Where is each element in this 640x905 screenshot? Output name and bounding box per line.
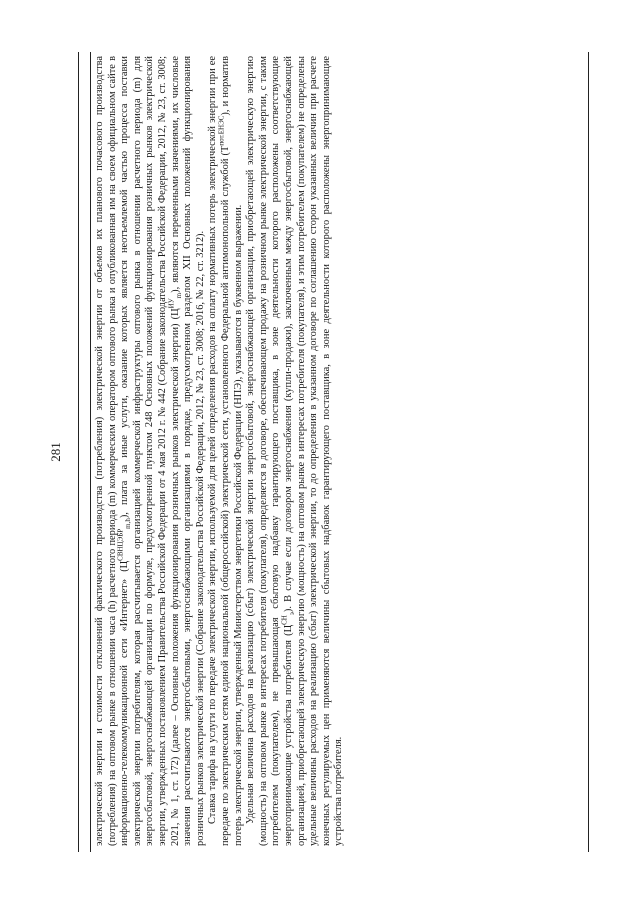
table-bottom-border — [588, 52, 589, 852]
table-column-divider — [90, 52, 91, 852]
rotated-landscape-content — [40, 52, 600, 852]
table-text-cell — [92, 52, 582, 852]
table-top-border — [78, 52, 79, 852]
paragraph-1: электрической энергии и стоимости отклонений фактического производства (потребления) электрической энергии от объемов их планового почасового производства (потребления) на оптовом рынке в отношении часа (h) расчетного периода (m) коммерческим оператором оптового рынка и опубликованная им на своем официальном сайте в информационно-телекоммуникационной сети «Интернет» $(Ц^{СВНЦЭБР}_{m,h})$, плата за иные услуги, оказание которых является неотъемлемой частью процесса поставки электрической энергии потребителям, которая рассчитывается организацией коммерческой инфраструктуры оптового рынка в отношении расчетного периода (m) для энергосбытовой, энергоснабжающей организации по формуле, предусмотренной пунктом 248 Основных положений функционирования розничных рынков электрической энергии, утвержденных постановлением Правительства Российской Федерации от 4 мая 2012 г. № 442 (Собрание законодательства Российской Федерации, 2012, № 23, ст. 3008; 2021, № 1, ст. 172) (далее – Основные положения функционирования розничных рынков электрической энергии) $(Ц^{ИУ}_m)$, являются переменными значениями, их числовые значения рассчитываются энергосбытовыми, энергоснабжающими организациями в порядке, предусмотренном разделом XII Основных положений функционирования розничных рынков электрической энергии (Собрание законодательства Российской Федерации, 2012, № 23, ст. 3008; 2016, № 22, ст. 3212). — [94, 56, 206, 846]
paragraph-3: Удельная величина расходов на реализацию (сбыт) электрической энергии энергосбытовой, энергоснабжающей организации, приобретающей электрическую энергию (мощность) на оптовом рынке в интересах потребителя (покупателя), определяется в договоре, обеспечивающем продажу на розничном рынке электрической энергии, с таким потребителем (покупателем), не превышающая сбытовую надбавку гарантирующего поставщика, в зоне деятельности которого расположены соответствующие энергопринимающие устройства потребителя $(Ц^{СН}_э)$. В случае если договором энергоснабжения (купли-продажи), заключенным между энергосбытовой, энергоснабжающей организацией, приобретающей электрическую энергию (мощность) на оптовом рынке в интересах потребителя (покупателя), и этим потребителем (покупателем) не определены удельные величины расходов на реализацию (сбыт) электрической энергии, то до определения в указанном договоре по соглашению сторон указанных величин при расчете конечных регулируемых цен применяются величины сбытовых надбавок гарантирующего поставщика, в зоне деятельности которого расположены энергопринимающие устройства потребителя. — [245, 56, 345, 846]
paragraph-2: Ставка тарифа на услуги по передаче электрической энергии, используемой для целей определения расходов на оплату нормативных потерь электрической энергии при ее передаче по электрическим сетям единой национальной (общероссийской) электрической сети, установленного Федеральной антимонопольной службой $(Т^{пот.ЕНЭС})$, и норматив потерь электрической энергии, утвержденный Министерством энергетики Российской Федерации (НПЭ), указываются в буквенном выражении. — [207, 56, 244, 846]
page-number: 281 — [48, 442, 63, 462]
